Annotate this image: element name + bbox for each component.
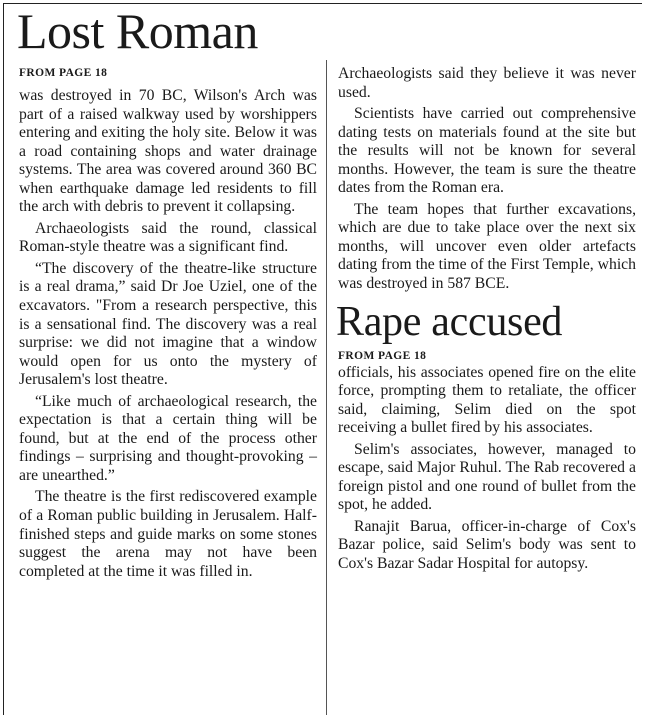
story1-paragraph-5: The theatre is the first rediscovered example of a Roman public building in Jerusalem. Half-finished steps and guide marks on some stones suggest the arena may not have been completed at the time it was filled in. [19, 488, 317, 580]
story1-paragraph-2: Archaeologists said the round, classical Roman-style theatre was a significant find. [19, 219, 317, 256]
story1-paragraph-6: Archaeologists said they believe it was never used. [338, 65, 636, 101]
story2-paragraph-3: Ranajit Barua, officer-in-charge of Cox's Bazar police, said Selim's body was sent to Cox's Bazar Sadar Hospital for autopsy. [338, 517, 636, 573]
story1-paragraph-1: was destroyed in 70 BC, Wilson's Arch was part of a raised walkway used by worshippers entering and exiting the holy site. Below it was a road containing shops and water drainage systems. The area was covered around 360 BC when earthquake damage led residents to fill the arch with debris to prevent it collapsing. [19, 87, 317, 216]
story1-paragraph-3: “The discovery of the theatre-like structure is a real drama,” said Dr Joe Uziel, one of the excavators. "From a research perspective, this is a sensational find. The discovery was a real surprise: we did not imagine that a window would open for us onto the mystery of Jerusalem's lost theatre. [19, 259, 317, 389]
story1-headline: Lost Roman [17, 3, 258, 59]
story1-paragraph-7: Scientists have carried out comprehensive dating tests on materials found at the site but the results will not be known for several months. However, the team is sure the theatre dates from the Roman era. [338, 105, 636, 197]
story1-paragraph-4: “Like much of archaeological research, the expectation is that a certain thing will be found, but at the end of the process other findings – surprising and thought-provoking – are unearthed.” [19, 392, 317, 484]
story2-headline: Rape accused [336, 298, 563, 345]
left-rule [3, 3, 4, 715]
story1-kicker: FROM PAGE 18 [19, 67, 108, 79]
story1-paragraph-8: The team hopes that further excavations, which are due to take place over the next six months, will uncover even older artefacts dating from the time of the First Temple, which was destroyed in 587 BCE. [338, 200, 636, 293]
story2-paragraph-2: Selim's associates, however, managed to escape, said Major Ruhul. The Rab recovered a foreign pistol and one round of bullet from the spot, he added. [338, 440, 636, 514]
story2-kicker: FROM PAGE 18 [338, 349, 427, 362]
right-column [338, 65, 636, 574]
left-column [19, 87, 317, 581]
story2-paragraph-1: officials, his associates opened fire on the elite force, prompting them to retaliate, the officer said, claiming, Selim died on the spot receiving a bullet fired by his associates. [338, 363, 636, 437]
column-rule [326, 60, 327, 715]
